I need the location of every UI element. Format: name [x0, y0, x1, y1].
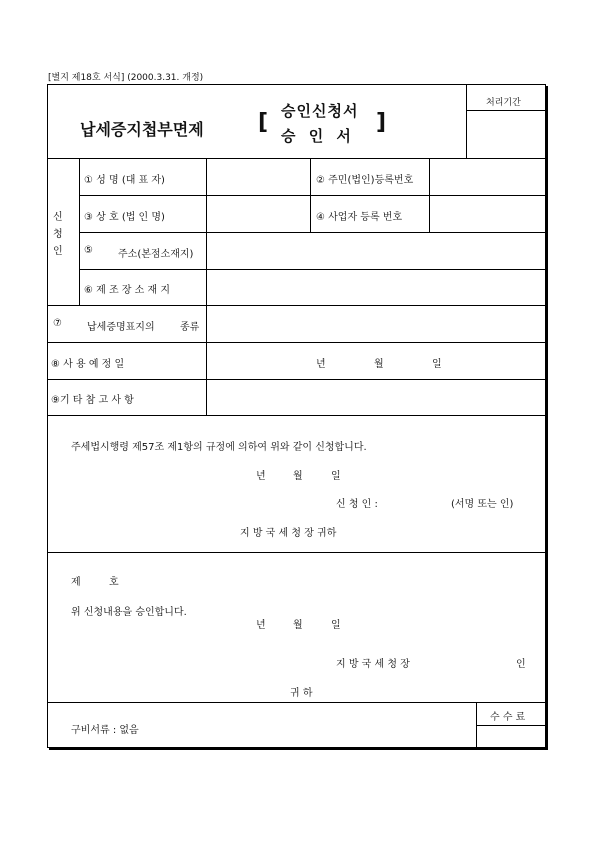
stamp-type-suffix: 종류	[180, 322, 200, 333]
address-number: ⑤	[84, 245, 93, 256]
declaration-text: 주세법시행령 제57조 제1항의 규정에 의하여 위와 같이 신청합니다.	[71, 442, 367, 453]
fee-field[interactable]	[477, 726, 545, 747]
rule-processing-left	[466, 84, 467, 158]
declaration-year: 년	[256, 471, 266, 482]
subtitle-application: 승인신청서	[281, 102, 359, 120]
applicant-group-label-2: 청	[53, 229, 63, 240]
approval-month: 월	[293, 620, 303, 631]
factory-location-field[interactable]	[207, 270, 545, 304]
trade-name-field[interactable]	[207, 196, 309, 231]
rule-processing-header	[466, 110, 546, 111]
address-field[interactable]	[207, 233, 545, 268]
applicant-group-label-1: 신	[53, 212, 63, 223]
required-documents-label: 구비서류 : 없음	[71, 725, 139, 736]
rule-row-9	[47, 415, 546, 416]
approval-day: 일	[331, 620, 341, 631]
other-notes-label: ⑨기 타 참 고 사 항	[51, 395, 134, 406]
signature-or-seal-label: (서명 또는 인)	[451, 499, 514, 510]
frame-shadow-bottom	[49, 748, 548, 750]
trade-name-label: ③ 상 호 (법 인 명)	[84, 212, 165, 223]
bracket-open: [	[258, 110, 269, 135]
address-label: 주소(본점소재지)	[118, 249, 194, 260]
approval-number-label: 제	[71, 577, 81, 588]
rule-applicant-group	[79, 158, 80, 305]
use-date-year: 년	[316, 359, 326, 370]
bracket-close: ]	[376, 110, 387, 135]
stamp-type-label: 납세증명표지의	[87, 322, 155, 333]
business-reg-field[interactable]	[430, 196, 545, 231]
use-date-day: 일	[432, 359, 442, 370]
declaration-month: 월	[293, 471, 303, 482]
factory-location-label: ⑥ 제 조 장 소 재 지	[84, 285, 170, 296]
form-title: 납세증지첩부면제	[80, 120, 204, 139]
name-label: ① 성 명 (대 표 자)	[84, 175, 165, 186]
approval-number-suffix: 호	[109, 577, 119, 588]
stamp-type-number: ⑦	[53, 318, 62, 329]
approval-seal: 인	[516, 659, 526, 670]
use-date-month: 월	[374, 359, 384, 370]
rule-approval-bottom	[47, 702, 546, 703]
applicant-group-label-3: 인	[53, 246, 63, 257]
rule-row-7	[47, 342, 546, 343]
other-notes-field[interactable]	[207, 380, 545, 414]
approval-text: 위 신청내용을 승인합니다.	[71, 607, 187, 618]
stamp-type-field[interactable]	[207, 306, 545, 341]
declaration-day: 일	[331, 471, 341, 482]
subtitle-approval: 승 인 서	[281, 127, 355, 145]
declaration-addressee: 지 방 국 세 청 장 귀하	[240, 528, 337, 539]
business-reg-label: ④ 사업자 등록 번호	[316, 212, 403, 223]
fee-label: 수 수 료	[490, 712, 526, 723]
processing-period-label: 처리기간	[486, 98, 521, 108]
name-field[interactable]	[207, 159, 309, 194]
use-date-label: ⑧ 사 용 예 정 일	[51, 359, 125, 370]
approval-year: 년	[256, 620, 266, 631]
applicant-sign-label: 신 청 인 :	[336, 499, 378, 510]
form-reference: [별지 제18호 서식] (2000.3.31. 개정)	[48, 73, 204, 83]
rule-declaration-bottom	[47, 552, 546, 553]
approval-addressee: 귀 하	[290, 688, 313, 699]
resident-reg-label: ② 주민(법인)등록번호	[316, 175, 414, 186]
frame-shadow-right	[546, 86, 548, 750]
resident-reg-field[interactable]	[430, 159, 545, 194]
approval-authority: 지 방 국 세 청 장	[336, 659, 410, 670]
rule-mid-left	[310, 158, 311, 232]
